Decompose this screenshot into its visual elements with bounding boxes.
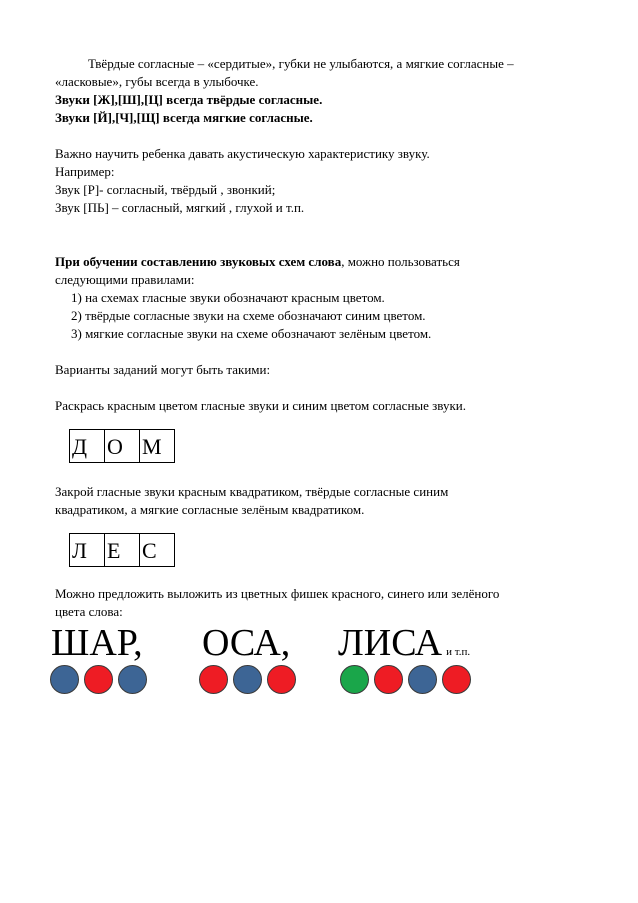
schemes-heading-bold: При обучении составлению звуковых схем слова [55, 254, 342, 269]
rules-list [55, 289, 595, 343]
letter-box: Е [104, 533, 140, 567]
chips-shar [50, 665, 152, 694]
schemes-heading-rest: , можно пользоваться [341, 254, 460, 269]
schemes-line-2: следующими правилами: [55, 272, 195, 287]
rule-item: 3) мягкие согласные звуки на схеме обозначают зелёным цветом. [71, 326, 432, 341]
rule-item: 2) твёрдые согласные звуки на схеме обозначают синим цветом. [71, 308, 426, 323]
acoustic-line-2: Например: [55, 164, 115, 179]
blue-chip [118, 665, 147, 694]
word-text: ЛИСА [338, 622, 443, 664]
intro-line-1: Твёрдые согласные – «сердитые», губки не улыбаются, а мягкие согласные – [88, 56, 514, 71]
red-chip [267, 665, 296, 694]
red-chip [84, 665, 113, 694]
letter-box: М [139, 429, 175, 463]
word-text: ОСА, [202, 622, 291, 664]
letter-box: С [139, 533, 175, 567]
task1-letter-boxes [69, 429, 595, 463]
word-text: ШАР, [51, 622, 143, 664]
letter-box: Л [69, 533, 105, 567]
green-chip [340, 665, 369, 694]
rule-hard-consonants: Звуки [Ж],[Ш],[Ц] всегда твёрдые согласные. [55, 92, 323, 107]
chips-lisa [340, 665, 476, 694]
task2-letter-boxes [69, 533, 595, 567]
chips-task-line-1: Можно предложить выложить из цветных фишек красного, синего или зелёного [55, 586, 500, 601]
chips-task-line-2: цвета слова: [55, 604, 123, 619]
word-osa [202, 621, 290, 665]
red-chip [374, 665, 403, 694]
rule-item: 1) на схемах гласные звуки обозначают красным цветом. [71, 290, 385, 305]
intro-line-2: «ласковые», губы всегда в улыбочке. [55, 74, 259, 89]
blue-chip [408, 665, 437, 694]
word-shar [51, 621, 143, 665]
letter-box: Д [69, 429, 105, 463]
task2-line-1: Закрой гласные звуки красным квадратиком, твёрдые согласные синим [55, 484, 449, 499]
acoustic-line-3: Звук [Р]- согласный, твёрдый , звонкий; [55, 182, 276, 197]
word-suffix: и т.п. [446, 646, 471, 658]
task1-text: Раскрась красным цветом гласные звуки и синим цветом согласные звуки. [55, 398, 467, 413]
schemes-heading [55, 253, 595, 271]
rule-soft-consonants: Звуки [Й],[Ч],[Щ] всегда мягкие согласные. [55, 110, 313, 125]
blue-chip [50, 665, 79, 694]
acoustic-line-4: Звук [ПЬ] – согласный, мягкий , глухой и т.п. [55, 200, 305, 215]
red-chip [442, 665, 471, 694]
document-page [51, 55, 595, 691]
red-chip [199, 665, 228, 694]
letter-box: О [104, 429, 140, 463]
blue-chip [233, 665, 262, 694]
variants-text: Варианты заданий могут быть такими: [55, 362, 271, 377]
chips-osa [199, 665, 301, 694]
acoustic-line-1: Важно научить ребенка давать акустическую характеристику звуку. [55, 146, 430, 161]
task2-line-2: квадратиком, а мягкие согласные зелёным квадратиком. [55, 502, 365, 517]
chips-words [51, 621, 595, 691]
